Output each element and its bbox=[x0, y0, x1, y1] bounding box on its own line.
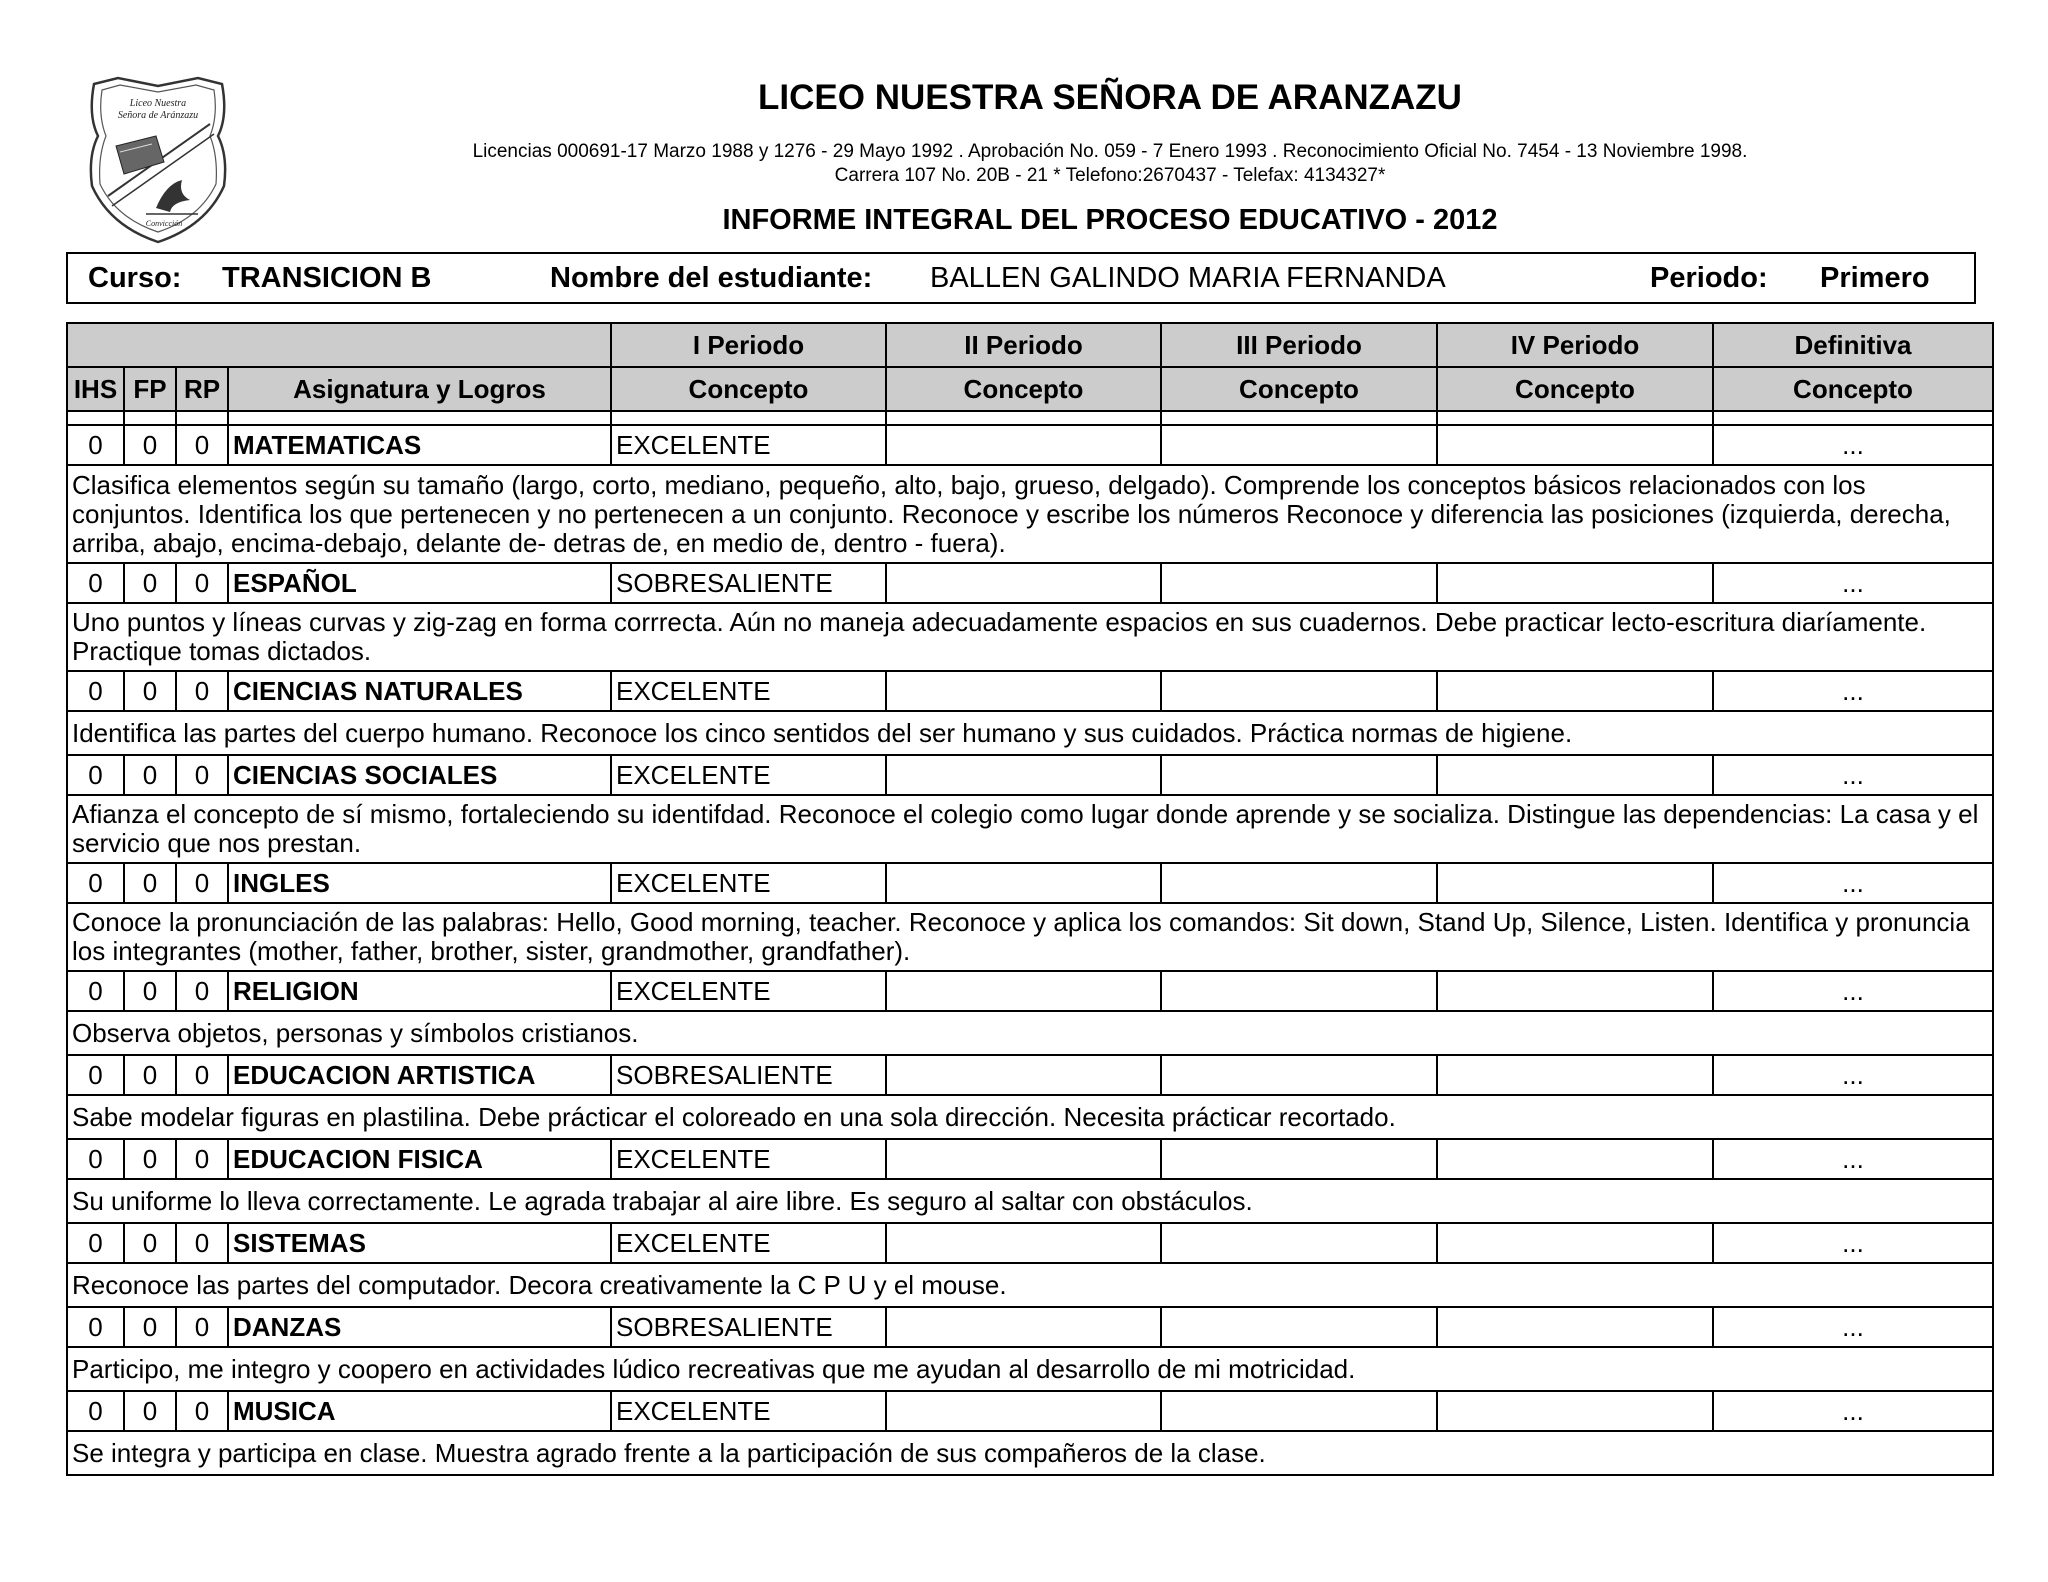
header-blank bbox=[67, 323, 611, 367]
header-period-4: IV Periodo bbox=[1437, 323, 1713, 367]
school-address: Carrera 107 No. 20B - 21 * Telefono:2670437 - Telefax: 4134327* bbox=[834, 165, 1386, 186]
subject-row bbox=[67, 971, 1993, 1011]
definitiva-concept: ... bbox=[1713, 1391, 1993, 1431]
subject-fp: 0 bbox=[124, 563, 176, 603]
subject-row bbox=[67, 863, 1993, 903]
period-1-concept: SOBRESALIENTE bbox=[611, 563, 886, 603]
period-4-concept bbox=[1437, 755, 1713, 795]
header-concepto-3: Concepto bbox=[1161, 367, 1437, 411]
definitiva-concept: ... bbox=[1713, 1223, 1993, 1263]
student-info-bar bbox=[66, 252, 1976, 304]
school-licenses-block bbox=[300, 140, 1920, 188]
period-2-concept bbox=[886, 1391, 1161, 1431]
period-2-concept bbox=[886, 563, 1161, 603]
subject-logros-row bbox=[67, 795, 1993, 863]
period-3-concept bbox=[1161, 425, 1437, 465]
crest-text-line2: Señora de Aránzazu bbox=[117, 110, 199, 121]
period-2-concept bbox=[886, 1223, 1161, 1263]
subject-logros-row bbox=[67, 603, 1993, 671]
subject-name: RELIGION bbox=[228, 971, 611, 1011]
subject-row bbox=[67, 1223, 1993, 1263]
period-4-concept bbox=[1437, 1055, 1713, 1095]
subject-name: ESPAÑOL bbox=[228, 563, 611, 603]
period-4-concept bbox=[1437, 971, 1713, 1011]
subject-rp: 0 bbox=[176, 971, 228, 1011]
header-definitiva: Definitiva bbox=[1713, 323, 1993, 367]
definitiva-concept: ... bbox=[1713, 671, 1993, 711]
header-concepto-2: Concepto bbox=[886, 367, 1161, 411]
period-1-concept: EXCELENTE bbox=[611, 671, 886, 711]
subject-ihs: 0 bbox=[67, 1223, 124, 1263]
period-3-concept bbox=[1161, 563, 1437, 603]
subject-logros: Su uniforme lo lleva correctamente. Le agrada trabajar al aire libre. Es seguro al saltar con obstáculos. bbox=[67, 1179, 1993, 1223]
subject-ihs: 0 bbox=[67, 1307, 124, 1347]
period-1-concept: SOBRESALIENTE bbox=[611, 1055, 886, 1095]
period-4-concept bbox=[1437, 563, 1713, 603]
period-3-concept bbox=[1161, 1139, 1437, 1179]
subject-ihs: 0 bbox=[67, 755, 124, 795]
subject-name: DANZAS bbox=[228, 1307, 611, 1347]
periodo-value: Primero bbox=[1820, 262, 1930, 294]
school-crest-logo bbox=[86, 76, 230, 246]
subject-ihs: 0 bbox=[67, 563, 124, 603]
period-3-concept bbox=[1161, 863, 1437, 903]
subject-ihs: 0 bbox=[67, 1139, 124, 1179]
period-4-concept bbox=[1437, 425, 1713, 465]
header-concepto-1: Concepto bbox=[611, 367, 886, 411]
subject-name: INGLES bbox=[228, 863, 611, 903]
period-3-concept bbox=[1161, 1391, 1437, 1431]
header-row-periods bbox=[67, 323, 1993, 367]
period-2-concept bbox=[886, 1055, 1161, 1095]
subject-fp: 0 bbox=[124, 1055, 176, 1095]
subject-rp: 0 bbox=[176, 1307, 228, 1347]
period-2-concept bbox=[886, 1307, 1161, 1347]
subject-ihs: 0 bbox=[67, 671, 124, 711]
subject-logros-row bbox=[67, 903, 1993, 971]
subject-ihs: 0 bbox=[67, 971, 124, 1011]
period-1-concept: SOBRESALIENTE bbox=[611, 1307, 886, 1347]
subject-logros: Conoce la pronunciación de las palabras: Hello, Good morning, teacher. Reconoce y aplica los comandos: Sit down, Stand Up, Silence, Listen. Identifica y pronuncia los integrantes (mother, father, brother, sister, grandmother, grandfather). bbox=[67, 903, 1993, 971]
definitiva-concept: ... bbox=[1713, 1055, 1993, 1095]
header-concepto-4: Concepto bbox=[1437, 367, 1713, 411]
period-3-concept bbox=[1161, 755, 1437, 795]
subject-logros: Observa objetos, personas y símbolos cristianos. bbox=[67, 1011, 1993, 1055]
crest-motto: Convicción bbox=[145, 219, 183, 228]
header-period-2: II Periodo bbox=[886, 323, 1161, 367]
subject-row bbox=[67, 671, 1993, 711]
subject-rp: 0 bbox=[176, 671, 228, 711]
definitiva-concept: ... bbox=[1713, 563, 1993, 603]
student-name: BALLEN GALINDO MARIA FERNANDA bbox=[930, 262, 1446, 294]
period-1-concept: EXCELENTE bbox=[611, 971, 886, 1011]
subject-name: MATEMATICAS bbox=[228, 425, 611, 465]
subject-name: EDUCACION FISICA bbox=[228, 1139, 611, 1179]
subject-row bbox=[67, 1055, 1993, 1095]
subject-fp: 0 bbox=[124, 671, 176, 711]
subject-row bbox=[67, 1391, 1993, 1431]
subject-fp: 0 bbox=[124, 1223, 176, 1263]
subject-fp: 0 bbox=[124, 971, 176, 1011]
subject-rp: 0 bbox=[176, 1055, 228, 1095]
curso-label: Curso: bbox=[88, 262, 182, 294]
period-4-concept bbox=[1437, 1307, 1713, 1347]
subject-logros-row bbox=[67, 1431, 1993, 1475]
subject-logros: Sabe modelar figuras en plastilina. Debe prácticar el coloreado en una sola dirección. Necesita prácticar recortado. bbox=[67, 1095, 1993, 1139]
period-4-concept bbox=[1437, 671, 1713, 711]
subject-fp: 0 bbox=[124, 425, 176, 465]
subject-logros-row bbox=[67, 1011, 1993, 1055]
subject-logros-row bbox=[67, 1263, 1993, 1307]
period-2-concept bbox=[886, 425, 1161, 465]
period-1-concept: EXCELENTE bbox=[611, 755, 886, 795]
period-3-concept bbox=[1161, 1307, 1437, 1347]
subject-row bbox=[67, 1307, 1993, 1347]
subject-logros-row bbox=[67, 1347, 1993, 1391]
header-row-columns bbox=[67, 367, 1993, 411]
subject-logros-row bbox=[67, 1095, 1993, 1139]
period-1-concept: EXCELENTE bbox=[611, 1223, 886, 1263]
subject-name: EDUCACION ARTISTICA bbox=[228, 1055, 611, 1095]
subject-logros: Reconoce las partes del computador. Decora creativamente la C P U y el mouse. bbox=[67, 1263, 1993, 1307]
subject-fp: 0 bbox=[124, 1307, 176, 1347]
period-2-concept bbox=[886, 671, 1161, 711]
subject-rp: 0 bbox=[176, 1139, 228, 1179]
definitiva-concept: ... bbox=[1713, 755, 1993, 795]
subject-fp: 0 bbox=[124, 755, 176, 795]
subject-logros: Participo, me integro y coopero en actividades lúdico recreativas que me ayudan al desarrollo de mi motricidad. bbox=[67, 1347, 1993, 1391]
period-2-concept bbox=[886, 1139, 1161, 1179]
period-2-concept bbox=[886, 755, 1161, 795]
subject-logros-row bbox=[67, 465, 1993, 563]
subject-logros: Afianza el concepto de sí mismo, fortaleciendo su identifdad. Reconoce el colegio como lugar donde aprende y se socializa. Distingue las dependencias: La casa y el servicio que nos prestan. bbox=[67, 795, 1993, 863]
period-3-concept bbox=[1161, 1223, 1437, 1263]
subject-row bbox=[67, 1139, 1993, 1179]
period-1-concept: EXCELENTE bbox=[611, 1391, 886, 1431]
subject-ihs: 0 bbox=[67, 1391, 124, 1431]
subject-fp: 0 bbox=[124, 1139, 176, 1179]
subject-ihs: 0 bbox=[67, 863, 124, 903]
period-3-concept bbox=[1161, 971, 1437, 1011]
grades-table bbox=[66, 322, 1994, 1476]
subject-logros: Se integra y participa en clase. Muestra agrado frente a la participación de sus compañeros de la clase. bbox=[67, 1431, 1993, 1475]
school-licenses: Licencias 000691-17 Marzo 1988 y 1276 - 29 Mayo 1992 . Aprobación No. 059 - 7 Enero 1993 . Reconocimiento Oficial No. 7454 - 13 Noviembre 1998. bbox=[472, 141, 1748, 162]
subject-logros: Identifica las partes del cuerpo humano. Reconoce los cinco sentidos del ser humano y sus cuidados. Práctica normas de higiene. bbox=[67, 711, 1993, 755]
header-ihs: IHS bbox=[67, 367, 124, 411]
period-4-concept bbox=[1437, 863, 1713, 903]
period-2-concept bbox=[886, 863, 1161, 903]
subject-row bbox=[67, 563, 1993, 603]
definitiva-concept: ... bbox=[1713, 863, 1993, 903]
header-concepto-def: Concepto bbox=[1713, 367, 1993, 411]
header-rp: RP bbox=[176, 367, 228, 411]
subject-rp: 0 bbox=[176, 1223, 228, 1263]
subject-ihs: 0 bbox=[67, 425, 124, 465]
header-fp: FP bbox=[124, 367, 176, 411]
period-1-concept: EXCELENTE bbox=[611, 863, 886, 903]
report-title: INFORME INTEGRAL DEL PROCESO EDUCATIVO - 2012 bbox=[722, 204, 1498, 236]
period-3-concept bbox=[1161, 671, 1437, 711]
subject-logros-row bbox=[67, 711, 1993, 755]
definitiva-concept: ... bbox=[1713, 1139, 1993, 1179]
spacer-row bbox=[67, 411, 1993, 425]
crest-text-line1: Liceo Nuestra bbox=[129, 98, 187, 109]
period-1-concept: EXCELENTE bbox=[611, 1139, 886, 1179]
header-subject: Asignatura y Logros bbox=[228, 367, 611, 411]
curso-value: TRANSICION B bbox=[222, 262, 432, 294]
subject-logros: Uno puntos y líneas curvas y zig-zag en forma corrrecta. Aún no maneja adecuadamente espacios en sus cuadernos. Debe practicar lecto-escritura diaríamente. Practique tomas dictados. bbox=[67, 603, 1993, 671]
school-name: LICEO NUESTRA SEÑORA DE ARANZAZU bbox=[758, 78, 1462, 117]
subject-name: SISTEMAS bbox=[228, 1223, 611, 1263]
definitiva-concept: ... bbox=[1713, 1307, 1993, 1347]
subject-name: MUSICA bbox=[228, 1391, 611, 1431]
subject-name: CIENCIAS NATURALES bbox=[228, 671, 611, 711]
definitiva-concept: ... bbox=[1713, 425, 1993, 465]
header-period-3: III Periodo bbox=[1161, 323, 1437, 367]
subject-name: CIENCIAS SOCIALES bbox=[228, 755, 611, 795]
subject-rp: 0 bbox=[176, 425, 228, 465]
definitiva-concept: ... bbox=[1713, 971, 1993, 1011]
subject-rp: 0 bbox=[176, 755, 228, 795]
period-2-concept bbox=[886, 971, 1161, 1011]
periodo-label: Periodo: bbox=[1650, 262, 1768, 294]
period-4-concept bbox=[1437, 1223, 1713, 1263]
subject-rp: 0 bbox=[176, 863, 228, 903]
period-4-concept bbox=[1437, 1139, 1713, 1179]
subject-logros-row bbox=[67, 1179, 1993, 1223]
subject-logros: Clasifica elementos según su tamaño (largo, corto, mediano, pequeño, alto, bajo, grueso, delgado). Comprende los conceptos básicos relacionados con los conjuntos. Identifica los que pertenecen y no pertenecen a un conjunto. Reconoce y escribe los números Reconoce y diferencia las posiciones (izquierda, derecha, arriba, abajo, encima-debajo, delante de- detras de, en medio de, dentro - fuera). bbox=[67, 465, 1993, 563]
period-3-concept bbox=[1161, 1055, 1437, 1095]
student-label: Nombre del estudiante: bbox=[550, 262, 873, 294]
subject-row bbox=[67, 425, 1993, 465]
subject-row bbox=[67, 755, 1993, 795]
subject-rp: 0 bbox=[176, 563, 228, 603]
subject-fp: 0 bbox=[124, 863, 176, 903]
period-1-concept: EXCELENTE bbox=[611, 425, 886, 465]
period-4-concept bbox=[1437, 1391, 1713, 1431]
subject-fp: 0 bbox=[124, 1391, 176, 1431]
subject-ihs: 0 bbox=[67, 1055, 124, 1095]
header-period-1: I Periodo bbox=[611, 323, 886, 367]
subject-rp: 0 bbox=[176, 1391, 228, 1431]
